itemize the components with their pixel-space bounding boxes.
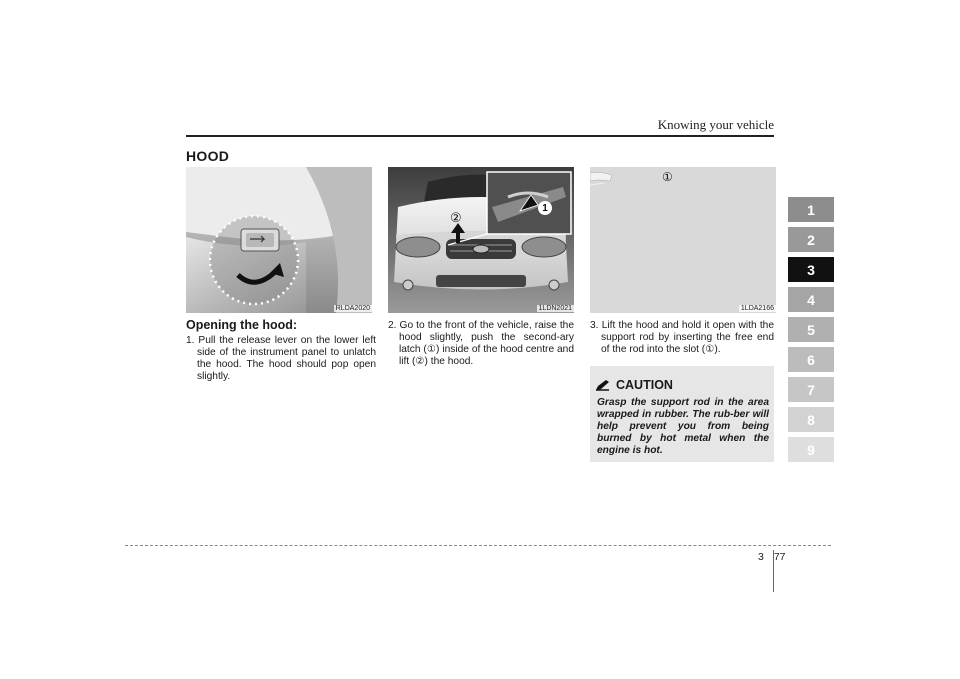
page-number-divider <box>773 550 774 592</box>
support-rod-illustration <box>590 167 776 313</box>
page-number <box>758 551 786 563</box>
chapter-tab-5[interactable]: 5 <box>788 317 834 342</box>
vehicle-front-illustration <box>388 167 574 313</box>
figure-label: 1LDN2021 <box>538 305 572 312</box>
release-lever-illustration <box>186 167 372 313</box>
caution-title: CAUTION <box>616 378 673 392</box>
footer-rule <box>125 545 831 546</box>
caution-pencil-icon <box>595 379 611 391</box>
chapter-tab-3[interactable]: 3 <box>788 257 834 282</box>
chapter-tab-6[interactable]: 6 <box>788 347 834 372</box>
page-number-value: 77 <box>773 551 786 563</box>
caution-text: Grasp the support rod in the area wrapped in rubber. The rub-ber will help prevent you from being burned by hot metal when the engine is hot. <box>597 397 769 456</box>
header-rule <box>186 135 774 137</box>
chapter-tab-2[interactable]: 2 <box>788 227 834 252</box>
figure-release-lever <box>186 167 372 313</box>
running-header: Knowing your vehicle <box>657 117 774 132</box>
column-1 <box>186 319 376 383</box>
chapter-number: 3 <box>758 551 764 563</box>
chapter-tab-4[interactable]: 4 <box>788 287 834 312</box>
chapter-tab-9[interactable]: 9 <box>788 437 834 462</box>
subheading-opening-hood: Opening the hood: <box>186 318 298 332</box>
figure-vehicle-front <box>388 167 574 313</box>
figure-label: RLDA2020 <box>335 305 370 312</box>
column-3 <box>590 320 774 356</box>
chapter-tab-7[interactable]: 7 <box>788 377 834 402</box>
caution-box <box>590 366 774 462</box>
chapter-tab-8[interactable]: 8 <box>788 407 834 432</box>
step-2: 2. Go to the front of the vehicle, raise the hood slightly, push the second-ary latch (①) inside of the hood centre and lift (②) the hood. <box>388 320 574 367</box>
section-title: HOOD <box>186 148 230 164</box>
column-2 <box>388 320 574 368</box>
chapter-tabs <box>788 197 834 467</box>
caution-heading <box>595 378 673 392</box>
figure-support-rod <box>590 167 776 313</box>
callout-1: ① <box>662 170 673 184</box>
callout-2: ② <box>450 210 462 225</box>
figure-label: 1LDA2166 <box>740 305 774 312</box>
chapter-tab-1[interactable]: 1 <box>788 197 834 222</box>
callout-1-badge: 1 <box>538 201 552 215</box>
step-1: 1. Pull the release lever on the lower left side of the instrument panel to unlatch the hood. The hood should pop open slightly. <box>186 335 376 382</box>
step-3: 3. Lift the hood and hold it open with the support rod by inserting the free end of the rod into the slot (①). <box>590 320 774 355</box>
